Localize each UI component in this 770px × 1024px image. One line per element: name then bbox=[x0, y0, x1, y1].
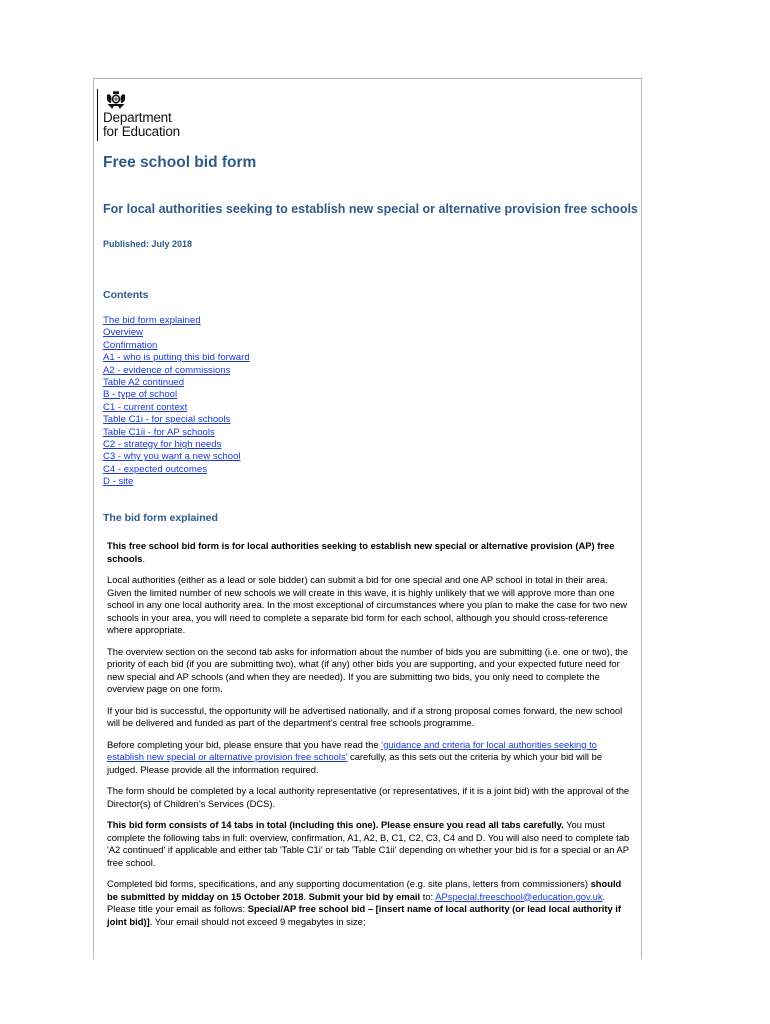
toc-link-d[interactable]: D - site bbox=[103, 476, 134, 488]
toc-link-table-c1ii[interactable]: Table C1ii - for AP schools bbox=[103, 426, 215, 438]
published-date: Published: July 2018 bbox=[103, 239, 193, 249]
toc-link-c3[interactable]: C3 - why you want a new school bbox=[103, 451, 241, 463]
section-body bbox=[107, 540, 633, 937]
guidance-text-a: Before completing your bid, please ensure that you have read the bbox=[107, 738, 382, 750]
toc-link-c1[interactable]: C1 - current context bbox=[103, 401, 188, 413]
page-subtitle: For local authorities seeking to establish new special or alternative provision free schools bbox=[103, 202, 638, 216]
toc-link-c2[interactable]: C2 - strategy for high needs bbox=[103, 438, 222, 450]
submission-deadline: should be submitted by midday on 15 October 2018 bbox=[107, 878, 622, 902]
table-of-contents bbox=[103, 315, 250, 488]
submission-method: Submit your bid by email bbox=[308, 890, 421, 902]
intro-end: . bbox=[142, 552, 146, 564]
paragraph-tabs bbox=[107, 819, 633, 869]
submission-text-d: . Please title your email as follows: bbox=[107, 890, 606, 914]
paragraph-completion: The form should be completed by a local authority representative (or representatives, if it is a joint bid) with the approval of the Director(s) of Children’s Services (DCS). bbox=[107, 785, 630, 809]
page-title: Free school bid form bbox=[103, 154, 257, 171]
submission-text-a: Completed bid forms, specifications, and any supporting documentation (e.g. site plans, letters from commissioners) bbox=[107, 878, 591, 889]
toc-link-a1[interactable]: A1 - who is putting this bid forward bbox=[103, 352, 250, 364]
tabs-text: You must complete the following tabs in full: overview, confirmation, A1, A2, B, C1, C2, C3, C4 and D. You will also need to complete tab 'A2 continued' if applicable and either tab 'Table C1i' or tab 'Table C1ii' depending on whether your bid is for a special or an AP free school. bbox=[107, 819, 630, 868]
submission-email-link[interactable]: APspecial.freeschool@education.gov.uk bbox=[435, 890, 603, 902]
contents-heading: Contents bbox=[103, 289, 149, 301]
logo-text bbox=[103, 111, 180, 139]
paragraph-overview: The overview section on the second tab asks for information about the number of bids you are submitting (i.e. one or two), the priority of each bid (if you are submitting two), what (if any) other bids you are supporting, and your expected future need for new special and AP schools (and when they are needed). If you are submitting two bids, you only need to complete the overview page on one form. bbox=[107, 645, 629, 694]
section-heading: The bid form explained bbox=[103, 512, 218, 524]
toc-link-bid-form-explained[interactable]: The bid form explained bbox=[103, 315, 201, 326]
guidance-link[interactable]: ‘guidance and criteria for local authorities seeking to establish new special or alternative provision free schools’ bbox=[107, 738, 597, 762]
intro-bold-text: This free school bid form is for local authorities seeking to establish new special or alternative provision (AP) free schools bbox=[107, 540, 615, 564]
toc-link-overview[interactable]: Overview bbox=[103, 327, 143, 339]
submission-text-b: . bbox=[303, 890, 309, 902]
paragraph-success: If your bid is successful, the opportunity will be advertised nationally, and if a strong proposal comes forward, the new school will be delivered and funded as part of the department’s central free schools programme. bbox=[107, 704, 623, 728]
document-frame bbox=[93, 78, 642, 959]
logo-line-2: for Education bbox=[103, 124, 180, 139]
paragraph-intro bbox=[107, 540, 633, 565]
toc-link-table-c1i[interactable]: Table C1i - for special schools bbox=[103, 414, 231, 426]
toc-link-c4[interactable]: C4 - expected outcomes bbox=[103, 463, 207, 475]
toc-link-confirmation[interactable]: Confirmation bbox=[103, 339, 158, 351]
royal-crest-icon bbox=[104, 90, 128, 110]
toc-link-a2[interactable]: A2 - evidence of commissions bbox=[103, 364, 231, 376]
toc-link-b[interactable]: B - type of school bbox=[103, 389, 178, 401]
guidance-text-b: carefully, as this sets out the criteria by which your bid will be judged. Please provide all the information required. bbox=[107, 751, 603, 775]
logo-line-1: Department bbox=[103, 110, 172, 125]
submission-text-e: . Your email should not exceed 9 megabytes in size; bbox=[149, 915, 366, 927]
paragraph-submission bbox=[107, 878, 633, 928]
paragraph-guidance bbox=[107, 739, 633, 777]
submission-email-title: Special/AP free school bid – [insert name of local authority (or lead local authority if joint bid)] bbox=[107, 903, 622, 927]
tabs-bold-text: This bid form consists of 14 tabs in total (including this one). Please ensure you read all tabs carefully. bbox=[107, 819, 564, 830]
toc-link-table-a2-continued[interactable]: Table A2 continued bbox=[103, 376, 185, 388]
logo-rule bbox=[97, 89, 98, 141]
submission-text-c: to: bbox=[420, 890, 436, 902]
paragraph-eligibility: Local authorities (either as a lead or sole bidder) can submit a bid for one special and one AP school in total in their area. Given the limited number of new schools we will create in this wave, it is highly unlikely that we will approve more than one school in any one local authority area. In the most exceptional of circumstances where you plan to make the case for two new schools in your area, you will need to complete a separate bid form for each school, although you should cross-reference where appropriate. bbox=[107, 574, 628, 635]
